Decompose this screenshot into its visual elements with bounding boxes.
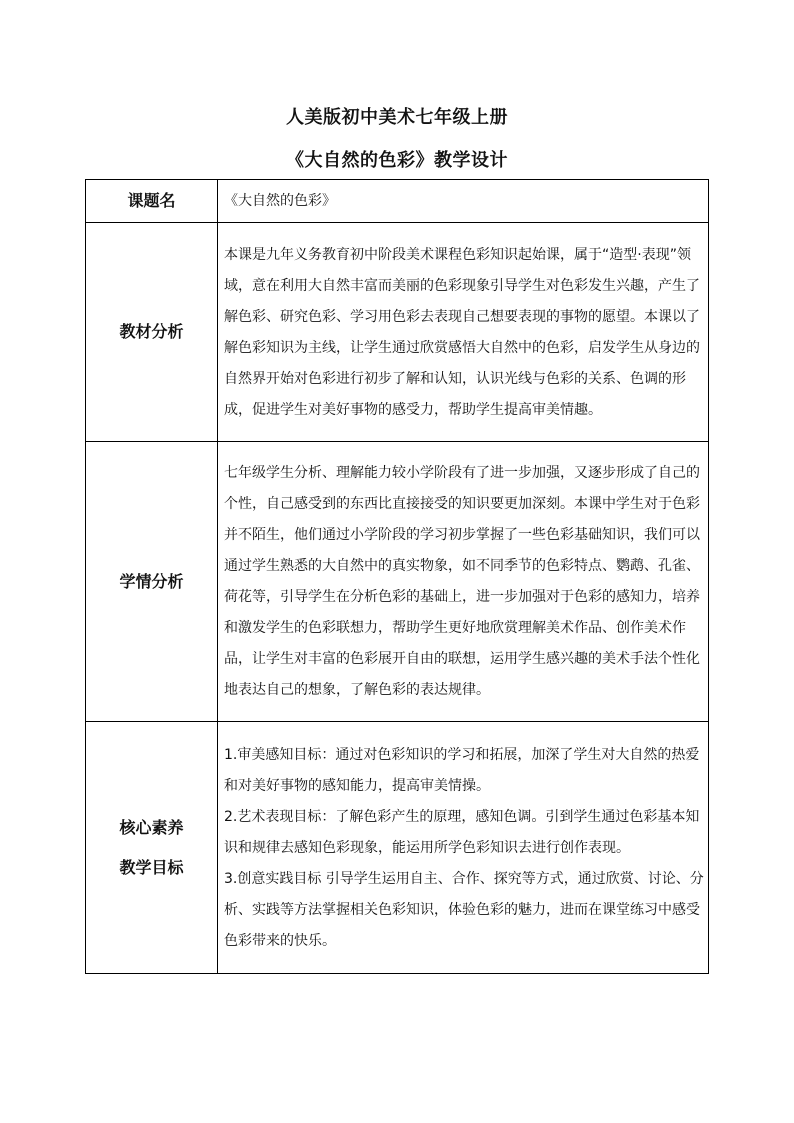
core-goals-label	[86, 722, 218, 974]
core-goals-label-line2: 教学目标	[119, 857, 184, 877]
table-row-core-goals	[86, 722, 709, 974]
goal-creative: 3.创意实践目标 引导学生运用自主、合作、探究等方式，通过欣赏、讨论、分析、实践等方法掌握相关色彩知识，体验色彩的魅力，进而在课堂练习中感受色彩带来的快乐。	[224, 870, 704, 949]
student-analysis-text: 七年级学生分析、理解能力较小学阶段有了进一步加强，又逐步形成了自己的个性，自己感受到的东西比直接接受的知识要更加深刻。本课中学生对于色彩并不陌生，他们通过小学阶段的学习初步掌握了一些色彩基础知识，我们可以通过学生熟悉的大自然中的真实物象，如不同季节的色彩特点、鹦鹉、孔雀、荷花等，引导学生在分析色彩的基础上，进一步加强对于色彩的感知力，培养和激发学生的色彩联想力，帮助学生更好地欣赏理解美术作品、创作美术作品，让学生对丰富的色彩展开自由的联想，运用学生感兴趣的美术手法个性化地表达自己的想象，了解色彩的表达规律。	[218, 442, 709, 722]
table-row-material-analysis	[86, 223, 709, 442]
table-row-student-analysis	[86, 442, 709, 722]
core-goals-label-line1: 核心素养	[119, 817, 184, 837]
core-goals-content	[218, 722, 709, 974]
table-row-topic	[86, 180, 709, 223]
material-analysis-label: 教材分析	[86, 223, 218, 442]
document-subtitle: 《大自然的色彩》教学设计	[286, 150, 508, 171]
goal-artistic: 2.艺术表现目标：了解色彩产生的原理，感知色调。引到学生通过色彩基本知识和规律去感知色彩现象，能运用所学色彩知识去进行创作表现。	[224, 808, 700, 856]
document-title: 人美版初中美术七年级上册	[286, 107, 508, 128]
goal-aesthetic: 1.审美感知目标：通过对色彩知识的学习和拓展，加深了学生对大自然的热爱和对美好事物的感知能力，提高审美情操。	[224, 746, 700, 794]
topic-value: 《大自然的色彩》	[218, 180, 709, 223]
material-analysis-text: 本课是九年义务教育初中阶段美术课程色彩知识起始课，属于“造型·表现”领域，意在利用大自然丰富而美丽的色彩现象引导学生对色彩发生兴趣，产生了解色彩、研究色彩、学习用色彩去表现自己想要表现的事物的愿望。本课以了解色彩知识为主线，让学生通过欣赏感悟大自然中的色彩，启发学生从身边的自然界开始对色彩进行初步了解和认知，认识光线与色彩的关系、色调的形成，促进学生对美好事物的感受力，帮助学生提高审美情趣。	[218, 223, 709, 442]
student-analysis-label: 学情分析	[86, 442, 218, 722]
topic-label: 课题名	[86, 180, 218, 223]
lesson-plan-table	[85, 179, 709, 974]
